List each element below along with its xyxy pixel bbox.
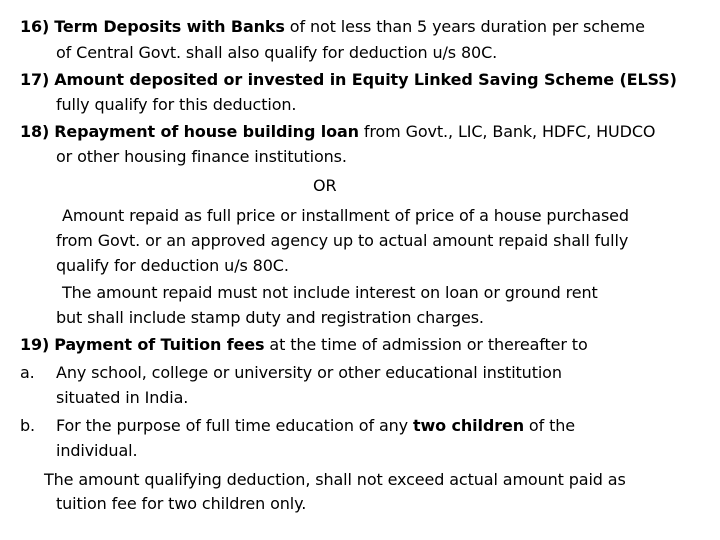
item-18-number: 18) (20, 122, 50, 141)
item-17-number: 17) (20, 70, 50, 89)
item-16-line-2: of Central Govt. shall also qualify for deduction u/s 80C. (56, 43, 498, 62)
item-18-para1-line3: qualify for deduction u/s 80C. (56, 256, 289, 275)
sub-item-a-marker: a. (20, 363, 35, 382)
item-18-line-2: or other housing finance institutions. (56, 147, 347, 166)
sub-item-b-pre: For the purpose of full time education of any (56, 416, 413, 435)
item-19-line-1 (20, 335, 588, 355)
sub-item-b-bold: two children (412, 416, 524, 435)
sub-item-b-post: of the (523, 416, 575, 435)
item-16-text: of not less than 5 years duration per scheme (284, 17, 645, 36)
item-18-para2-line1: The amount repaid must not include interest on loan or ground rent (62, 283, 598, 302)
item-16-line-1 (20, 17, 645, 37)
item-18-line-1 (20, 122, 655, 142)
sub-item-b-marker: b. (20, 416, 36, 435)
final-line-1: The amount qualifying deduction, shall not exceed actual amount paid as (44, 470, 626, 489)
item-19-heading: Payment of Tuition fees (54, 335, 265, 354)
item-18-para1-line2: from Govt. or an approved agency up to actual amount repaid shall fully (56, 231, 629, 250)
sub-item-a-line2: situated in India. (56, 388, 189, 407)
item-19-number: 19) (20, 335, 50, 354)
item-18-para2-line2: but shall include stamp duty and registration charges. (56, 308, 484, 327)
item-17-line-2: fully qualify for this deduction. (56, 95, 297, 114)
item-17-line-1 (20, 70, 677, 90)
item-17-heading: Amount deposited or invested in Equity Linked Saving Scheme (ELSS) (54, 70, 677, 89)
final-line-2: tuition fee for two children only. (56, 494, 307, 513)
sub-item-b-line1 (56, 416, 575, 436)
sub-item-b-line2: individual. (56, 441, 138, 460)
sub-item-a-line1: Any school, college or university or other educational institution (56, 363, 562, 382)
item-18-or: OR (313, 176, 337, 195)
item-18-heading: Repayment of house building loan (54, 122, 359, 141)
item-16-heading: Term Deposits with Banks (54, 17, 285, 36)
item-18-para1-line1: Amount repaid as full price or installment of price of a house purchased (62, 206, 629, 225)
item-19-text: at the time of admission or thereafter to (264, 335, 588, 354)
item-18-text: from Govt., LIC, Bank, HDFC, HUDCO (358, 122, 656, 141)
item-16-number: 16) (20, 17, 50, 36)
